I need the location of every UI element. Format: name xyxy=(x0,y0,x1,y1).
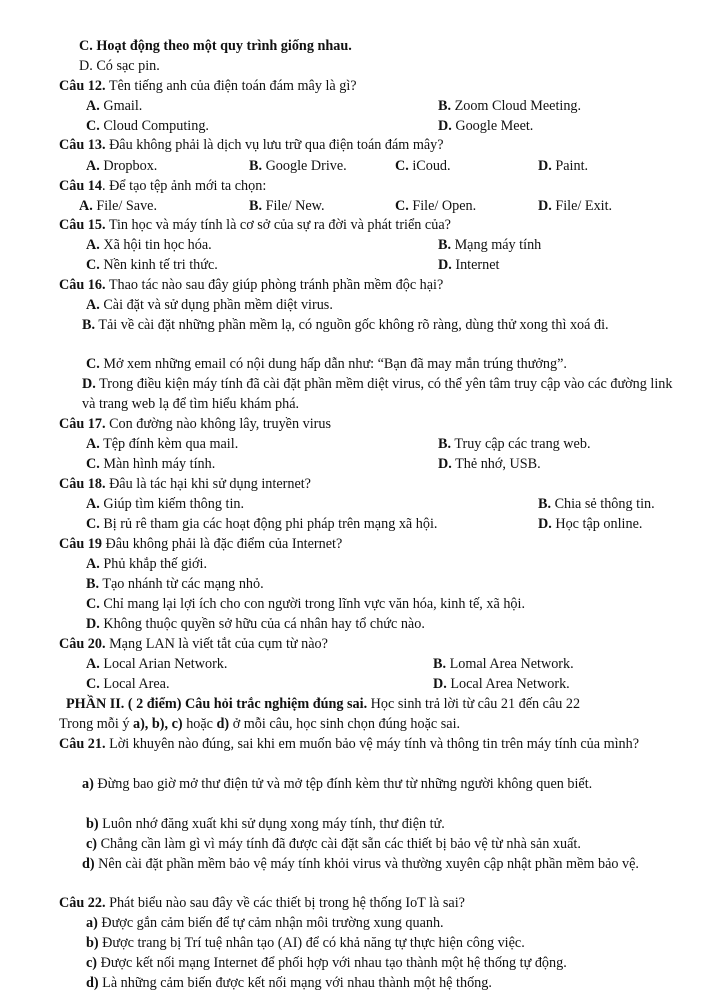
option-a: A. Local Arian Network. xyxy=(86,656,228,672)
option-c: C. File/ Open. xyxy=(395,198,477,214)
item-d: d) Là những cảm biến được kết nối mạng với nhau thành một hệ thống. xyxy=(86,975,492,991)
item-a: a) Đừng bao giờ mở thư điện tử và mở tệp đính kèm thư từ những người không quen biết. xyxy=(82,776,593,792)
question-13: Câu 13. Đâu không phải là dịch vụ lưu trữ qua điện toán đám mây? xyxy=(59,137,444,153)
question-15: Câu 15. Tin học và máy tính là cơ sở của sự ra đời và phát triển của? xyxy=(59,217,451,233)
option-d: D. Paint. xyxy=(538,158,589,174)
option-b: B. Mạng máy tính xyxy=(438,237,542,253)
option-a: A. Phủ khắp thế giới. xyxy=(86,556,207,572)
option-d: D. Local Area Network. xyxy=(433,676,570,692)
option-a: A. Xã hội tin học hóa. xyxy=(86,237,212,253)
question-19: Câu 19 Đâu không phải là đặc điểm của Internet? xyxy=(59,536,343,552)
question-12: Câu 12. Tên tiếng anh của điện toán đám mây là gì? xyxy=(59,78,357,94)
item-b: b) Luôn nhớ đăng xuất khi sử dụng xong máy tính, thư điện tử. xyxy=(86,816,445,832)
option-c: C. Local Area. xyxy=(86,676,170,692)
question-18: Câu 18. Đâu là tác hại khi sử dụng internet? xyxy=(59,476,311,492)
option-a: A. Gmail. xyxy=(86,98,143,114)
option-b: B. Zoom Cloud Meeting. xyxy=(438,98,582,114)
option-d: D. Trong điều kiện máy tính đã cài đặt phần mềm diệt virus, có thể yên tâm truy cập vào các đường link và trang web lạ để tìm hiểu khám phá. xyxy=(82,376,673,412)
option-d-carryover: D. Có sạc pin. xyxy=(79,58,160,74)
option-d: D. Không thuộc quyền sở hữu của cá nhân hay tổ chức nào. xyxy=(86,616,425,632)
option-a: A. Tệp đính kèm qua mail. xyxy=(86,436,239,452)
option-b: B. File/ New. xyxy=(249,198,325,214)
option-b: B. Chia sẻ thông tin. xyxy=(538,496,655,512)
option-c: C. Màn hình máy tính. xyxy=(86,456,216,472)
option-d: D. Thẻ nhớ, USB. xyxy=(438,456,541,472)
option-d: D. Học tập online. xyxy=(538,516,643,532)
option-c: C. iCoud. xyxy=(395,158,451,174)
question-21: Câu 21. Lời khuyên nào đúng, sai khi em muốn bảo vệ máy tính và thông tin trên máy tính của mình? xyxy=(59,736,640,752)
question-17: Câu 17. Con đường nào không lây, truyền virus xyxy=(59,416,331,432)
section-2-instruction: Trong mỗi ý a), b), c) hoặc d) ở mỗi câu, học sinh chọn đúng hoặc sai. xyxy=(59,716,461,732)
option-c: C. Nền kinh tế tri thức. xyxy=(86,257,218,273)
option-d: D. File/ Exit. xyxy=(538,198,613,214)
option-c-carryover: C. Hoạt động theo một quy trình giống nhau. xyxy=(79,38,352,54)
option-b: B. Tạo nhánh từ các mạng nhỏ. xyxy=(86,576,264,592)
option-c: C. Mở xem những email có nội dung hấp dẫn như: “Bạn đã may mắn trúng thưởng”. xyxy=(86,356,567,372)
option-a: A. File/ Save. xyxy=(79,198,158,214)
option-a: A. Cài đặt và sử dụng phần mềm diệt virus. xyxy=(86,297,333,313)
section-2-heading: PHẦN II. ( 2 điểm) Câu hỏi trắc nghiệm đúng sai. Học sinh trả lời từ câu 21 đến câu 22 xyxy=(66,696,581,712)
option-d: D. Internet xyxy=(438,257,500,273)
question-16: Câu 16. Thao tác nào sau đây giúp phòng tránh phần mềm độc hại? xyxy=(59,277,444,293)
item-c: c) Được kết nối mạng Internet để phối hợp với nhau tạo thành một hệ thống tự động. xyxy=(86,955,567,971)
item-a: a) Được gắn cảm biến để tự cảm nhận môi trường xung quanh. xyxy=(86,915,444,931)
option-d: D. Google Meet. xyxy=(438,118,534,134)
item-b: b) Được trang bị Trí tuệ nhân tạo (AI) để có khả năng tự thực hiện công việc. xyxy=(86,935,525,951)
option-c: C. Bị rủ rê tham gia các hoạt động phi pháp trên mạng xã hội. xyxy=(86,516,438,532)
option-a: A. Giúp tìm kiếm thông tin. xyxy=(86,496,245,512)
item-d: d) Nên cài đặt phần mềm bảo vệ máy tính khỏi virus và thường xuyên cập nhật phần mềm bảo vệ. xyxy=(82,856,639,872)
option-b: B. Google Drive. xyxy=(249,158,347,174)
option-c: C. Cloud Computing. xyxy=(86,118,209,134)
option-a: A. Dropbox. xyxy=(86,158,158,174)
question-22: Câu 22. Phát biểu nào sau đây về các thiết bị trong hệ thống IoT là sai? xyxy=(59,895,465,911)
option-b: B. Truy cập các trang web. xyxy=(438,436,591,452)
option-b: B. Tải về cài đặt những phần mềm lạ, có nguồn gốc không rõ ràng, dùng thử xong thì xoá đi. xyxy=(82,317,609,333)
option-c: C. Chỉ mang lại lợi ích cho con người trong lĩnh vực văn hóa, kinh tế, xã hội. xyxy=(86,596,525,612)
item-c: c) Chẳng cần làm gì vì máy tính đã được cài đặt sẵn các thiết bị bảo vệ từ nhà sản xuất. xyxy=(86,836,581,852)
option-b: B. Lomal Area Network. xyxy=(433,656,574,672)
question-20: Câu 20. Mạng LAN là viết tắt của cụm từ nào? xyxy=(59,636,328,652)
question-14: Câu 14. Để tạo tệp ảnh mới ta chọn: xyxy=(59,178,267,194)
